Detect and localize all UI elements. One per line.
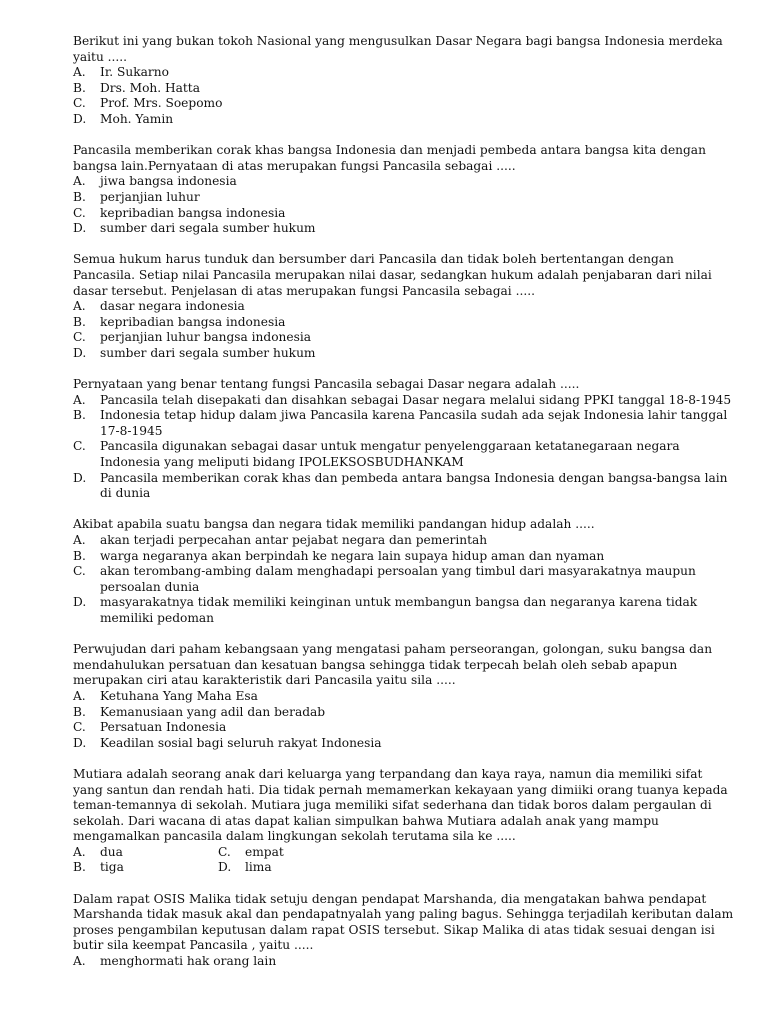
question-6-stem: Perwujudan dari paham kebangsaan yang mengatasi paham perseorangan, golongan, suku bangsa dan mendahulukan persatuan dan kesatuan bangsa sehingga tidak terpecah belah oleh sebab apapun merupakan ciri atau karakteristik dari Pancasila yaitu sila .....: [73, 642, 713, 688]
option-text: Persatuan Indonesia: [100, 720, 227, 735]
question-2-option-d: [73, 221, 735, 237]
option-text: masyarakatnya tidak memiliki keinginan untuk membangun bangsa dan negaranya karena tidak memiliki pedoman: [100, 595, 698, 625]
option-text: sumber dari segala sumber hukum: [100, 345, 316, 360]
question-7-stem: Mutiara adalah seorang anak dari keluarga yang terpandang dan kaya raya, namun dia memiliki sifat yang santun dan rendah hati. Dia tidak pernah memamerkan kekayaan yang dimiiki orang tuanya kepada teman-temannya di sekolah. Mutiara juga memiliki sifat sederhana dan tidak boros dalam pergaulan di sekolah. Dari wacana di atas dapat kalian simpulkan bahwa Mutiara adalah anak yang mampu mengamalkan pancasila dalam lingkungan sekolah terutama sila ke .....: [73, 766, 728, 844]
question-7-option-a: [73, 845, 218, 861]
question-8: [73, 892, 735, 970]
option-letter: C.: [73, 720, 86, 735]
option-text: tiga: [100, 860, 124, 875]
question-3-option-d: [73, 346, 735, 362]
option-letter: A.: [73, 392, 86, 407]
question-4-stem: Pernyataan yang benar tentang fungsi Pancasila sebagai Dasar negara adalah .....: [73, 377, 580, 392]
question-1-stem: Berikut ini yang bukan tokoh Nasional yang mengusulkan Dasar Negara bagi bangsa Indonesia merdeka yaitu .....: [73, 34, 723, 64]
question-7-option-b: [73, 860, 218, 876]
option-text: Indonesia tetap hidup dalam jiwa Pancasila karena Pancasila sudah ada sejak Indonesia lahir tanggal 17-8-1945: [100, 408, 728, 438]
question-4-option-c: [73, 439, 735, 470]
option-text: dasar negara indonesia: [100, 299, 245, 314]
exam-page: [73, 34, 735, 985]
option-letter: B.: [73, 860, 86, 875]
question-2: [73, 143, 735, 237]
option-letter: D.: [218, 860, 232, 875]
question-6-option-a: [73, 689, 735, 705]
question-3-stem: Semua hukum harus tunduk dan bersumber dari Pancasila dan tidak boleh bertentangan dengan Pancasila. Setiap nilai Pancasila merupakan nilai dasar, sedangkan hukum adalah penjabaran dari nilai dasar tersebut. Penjelasan di atas merupakan fungsi Pancasila sebagai .....: [73, 252, 712, 298]
question-6-option-c: [73, 720, 735, 736]
option-letter: A.: [73, 65, 86, 80]
question-4-option-b: [73, 408, 735, 439]
question-1-option-d: [73, 112, 735, 128]
question-7-option-d: [218, 860, 368, 876]
option-text: dua: [100, 844, 123, 859]
question-5-stem: Akibat apabila suatu bangsa dan negara tidak memiliki pandangan hidup adalah .....: [73, 517, 595, 532]
question-2-option-b: [73, 190, 735, 206]
option-text: Kemanusiaan yang adil dan beradab: [100, 704, 326, 719]
question-7: [73, 767, 735, 876]
option-letter: D.: [73, 221, 87, 236]
option-text: kepribadian bangsa indonesia: [100, 205, 286, 220]
option-text: warga negaranya akan berpindah ke negara lain supaya hidup aman dan nyaman: [100, 548, 605, 563]
option-letter: B.: [73, 80, 86, 95]
option-letter: A.: [73, 844, 86, 859]
option-text: akan terombang-ambing dalam menghadapi persoalan yang timbul dari masyarakatnya maupun persoalan dunia: [100, 564, 696, 594]
question-4-option-d: [73, 471, 735, 502]
question-8-option-a: [73, 954, 735, 970]
option-letter: B.: [73, 408, 86, 423]
question-4-option-a: [73, 393, 735, 409]
question-1-option-b: [73, 81, 735, 97]
question-3-option-a: [73, 299, 735, 315]
question-6-option-d: [73, 736, 735, 752]
question-3: [73, 252, 735, 361]
option-text: Ketuhana Yang Maha Esa: [100, 688, 258, 703]
option-text: menghormati hak orang lain: [100, 954, 277, 969]
question-2-option-a: [73, 174, 735, 190]
option-text: perjanjian luhur: [100, 189, 200, 204]
question-5-option-b: [73, 549, 735, 565]
option-letter: B.: [73, 189, 86, 204]
question-7-options-grid: [73, 845, 735, 876]
option-text: Keadilan sosial bagi seluruh rakyat Indonesia: [100, 735, 382, 750]
option-letter: C.: [73, 439, 86, 454]
question-5: [73, 517, 735, 626]
option-text: akan terjadi perpecahan antar pejabat negara dan pemerintah: [100, 533, 488, 547]
option-text: Ir. Sukarno: [100, 65, 169, 80]
question-2-option-c: [73, 206, 735, 222]
question-1-option-a: [73, 65, 735, 81]
question-6: [73, 642, 735, 751]
option-letter: C.: [73, 564, 86, 579]
option-text: perjanjian luhur bangsa indonesia: [100, 330, 312, 345]
option-letter: A.: [73, 533, 86, 547]
option-text: Pancasila telah disepakati dan disahkan sebagai Dasar negara melalui sidang PPKI tanggal 18-8-1945: [100, 392, 732, 407]
question-5-option-a: [73, 533, 735, 549]
question-5-option-d: [73, 595, 735, 626]
option-letter: D.: [73, 735, 87, 750]
option-letter: C.: [218, 844, 231, 859]
option-letter: D.: [73, 595, 87, 610]
option-letter: B.: [73, 548, 86, 563]
question-6-option-b: [73, 705, 735, 721]
option-text: jiwa bangsa indonesia: [100, 174, 237, 189]
option-letter: A.: [73, 688, 86, 703]
question-3-option-b: [73, 315, 735, 331]
option-text: Prof. Mrs. Soepomo: [100, 96, 223, 111]
question-4: [73, 377, 735, 502]
option-text: Moh. Yamin: [100, 111, 174, 126]
option-letter: A.: [73, 954, 86, 969]
question-1: [73, 34, 735, 128]
option-letter: D.: [73, 470, 87, 485]
option-text: sumber dari segala sumber hukum: [100, 221, 316, 236]
option-text: empat: [245, 844, 284, 859]
option-letter: A.: [73, 299, 86, 314]
option-letter: B.: [73, 704, 86, 719]
option-letter: D.: [73, 111, 87, 126]
option-text: kepribadian bangsa indonesia: [100, 314, 286, 329]
option-text: lima: [245, 860, 272, 875]
question-2-stem: Pancasila memberikan corak khas bangsa Indonesia dan menjadi pembeda antara bangsa kita dengan bangsa lain.Pernyataan di atas merupakan fungsi Pancasila sebagai .....: [73, 143, 706, 173]
question-1-option-c: [73, 96, 735, 112]
option-text: Pancasila memberikan corak khas dan pembeda antara bangsa Indonesia dengan bangsa-bangsa lain di dunia: [100, 470, 728, 501]
option-letter: C.: [73, 96, 86, 111]
question-5-option-c: [73, 564, 735, 595]
option-text: Pancasila digunakan sebagai dasar untuk mengatur penyelenggaraan ketatanegaraan negara Indonesia yang meliputi bidang IPOLEKSOSBUDHANKAM: [100, 439, 680, 470]
option-letter: C.: [73, 205, 86, 220]
option-letter: A.: [73, 174, 86, 189]
question-7-option-c: [218, 845, 368, 861]
question-8-stem: Dalam rapat OSIS Malika tidak setuju dengan pendapat Marshanda, dia mengatakan bahwa pendapat Marshanda tidak masuk akal dan pendapatnyalah yang paling bagus. Sehingga terjadilah keributan dalam proses pengambilan keputusan dalam rapat OSIS tersebut. Sikap Malika di atas tidak sesuai dengan isi butir sila keempat Pancasila , yaitu .....: [73, 891, 734, 953]
option-letter: D.: [73, 345, 87, 360]
option-text: Drs. Moh. Hatta: [100, 80, 200, 95]
question-3-option-c: [73, 330, 735, 346]
option-letter: C.: [73, 330, 86, 345]
option-letter: B.: [73, 314, 86, 329]
